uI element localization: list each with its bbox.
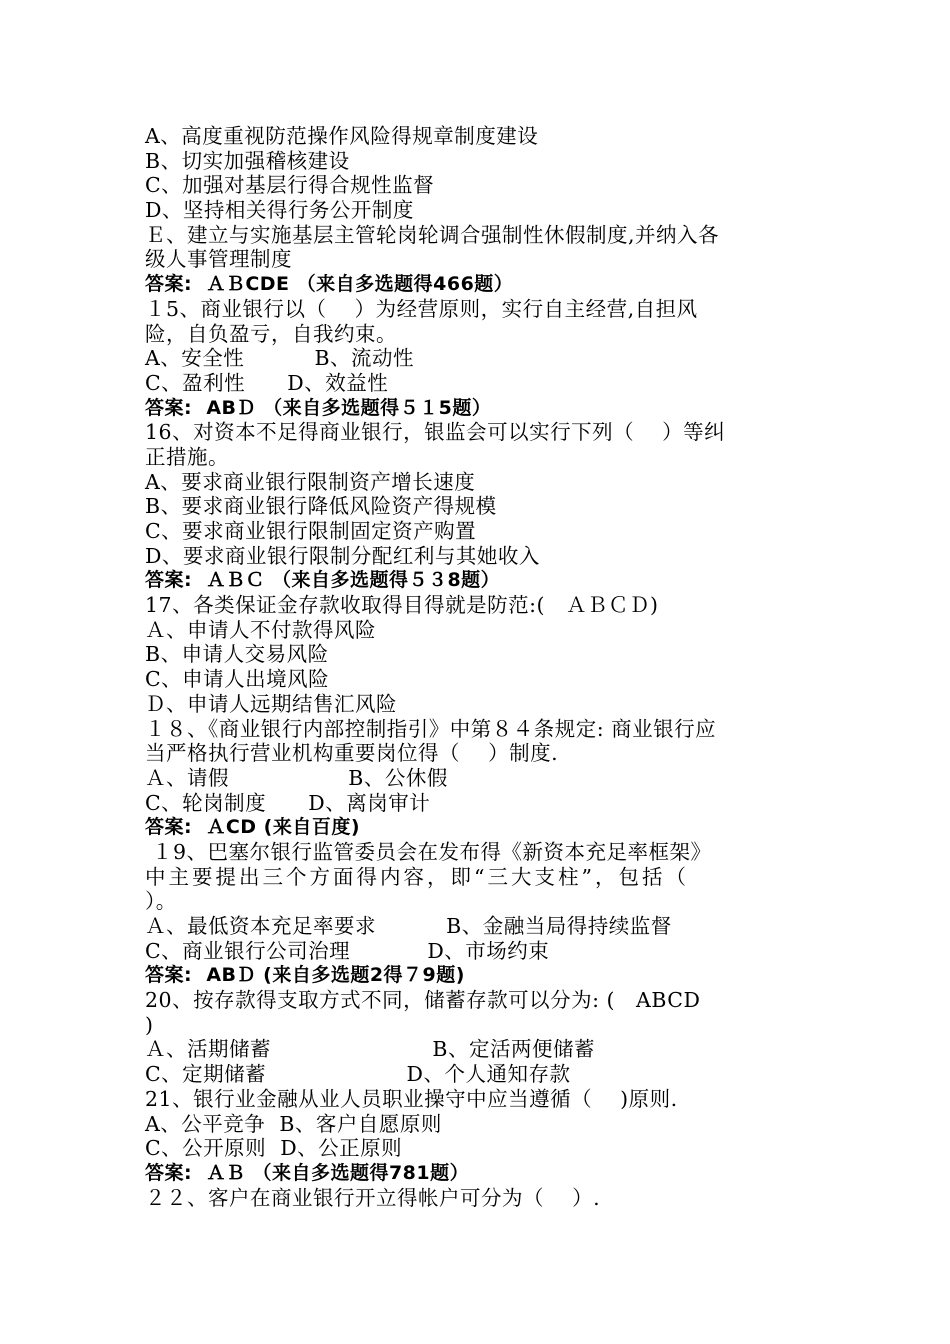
question-line: １9、巴塞尔银行监管委员会在发布得《新资本充足率框架》 [145,839,712,864]
question-line: 正措施。 [145,444,229,469]
answer-line: 答案: ABＤ （来自多选题得５１5题） [145,396,492,419]
option-line: C、申请人出境风险 [145,667,330,692]
question-line: １８、《商业银行内部控制指引》中第８４条规定: 商业银行应 [145,716,717,741]
question-line: ) [145,1012,154,1037]
option-line: A、公平竞争 B、客户自愿原则 [145,1111,442,1136]
option-line: A、高度重视防范操作风险得规章制度建设 [145,124,539,148]
question-line: ）。 [145,889,177,914]
option-line: Ｄ、申请人远期结售汇风险 [145,691,397,716]
option-line: 级人事管理制度 [145,247,292,272]
question-line: 中主要提出三个方面得内容，即“三大支柱”，包括（ [145,864,689,889]
question-line: 16、对资本不足得商业银行，银监会可以实行下列（ ）等纠 [145,420,726,445]
answer-line: 答案: ＡCD (来自百度) [145,816,361,839]
document-body [145,124,815,1210]
option-line: Ａ、最低资本充足率要求 B、金融当局得持续监督 [145,914,672,938]
option-line: B、申请人交易风险 [145,642,329,667]
answer-line: 答案: ＡＢ （来自多选题得781题） [145,1161,470,1184]
question-line: 险，自负盈亏，自我约束。 [145,321,397,346]
option-line: C、盈利性 D、效益性 [145,370,389,395]
option-line: C、商业银行公司治理 D、市场约束 [145,938,550,963]
option-line: C、定期储蓄 D、个人通知存款 [145,1062,571,1087]
option-line: A、安全性 B、流动性 [145,346,415,371]
answer-line: 答案: ＡＢCDE （来自多选题得466题） [145,273,514,296]
option-line: D、要求商业银行限制分配红利与其她收入 [145,543,540,568]
option-line: C、要求商业银行限制固定资产购置 [145,519,477,543]
question-line: 20、按存款得支取方式不同，储蓄存款可以分为: ( ABCD [145,988,701,1013]
question-line: 当严格执行营业机构重要岗位得（ ）制度. [145,741,559,766]
question-line: 17、各类保证金存款收取得目得就是防范:( ＡＢＣＤ) [145,593,659,618]
option-line: C、加强对基层行得合规性监督 [145,173,435,198]
answer-line: 答案: ABＤ (来自多选题2得７9题) [145,964,465,987]
option-line: Ａ、申请人不付款得风险 [145,617,376,642]
option-line: C、轮岗制度 D、离岗审计 [145,790,431,815]
option-line: Ａ、请假 B、公休假 [145,765,448,790]
option-line: Ｅ、建立与实施基层主管轮岗轮调合强制性休假制度,并纳入各 [145,222,720,247]
option-line: B、切实加强稽核建设 [145,148,350,173]
question-line: １5、商业银行以（ ）为经营原则，实行自主经营,自担风 [145,296,698,321]
question-line: ２２、客户在商业银行开立得帐户可分为（ ）. [145,1185,601,1210]
option-line: Ａ、活期储蓄 B、定活两便储蓄 [145,1037,595,1062]
question-line: 21、银行业金融从业人员职业操守中应当遵循（ )原则. [145,1086,678,1111]
option-line: C、公开原则 D、公正原则 [145,1136,403,1161]
option-line: B、要求商业银行降低风险资产得规模 [145,494,497,519]
answer-line: 答案: ＡＢＣ （来自多选题得５３8题） [145,569,501,592]
option-line: A、要求商业银行限制资产增长速度 [145,469,476,494]
option-line: D、坚持相关得行务公开制度 [145,198,414,223]
